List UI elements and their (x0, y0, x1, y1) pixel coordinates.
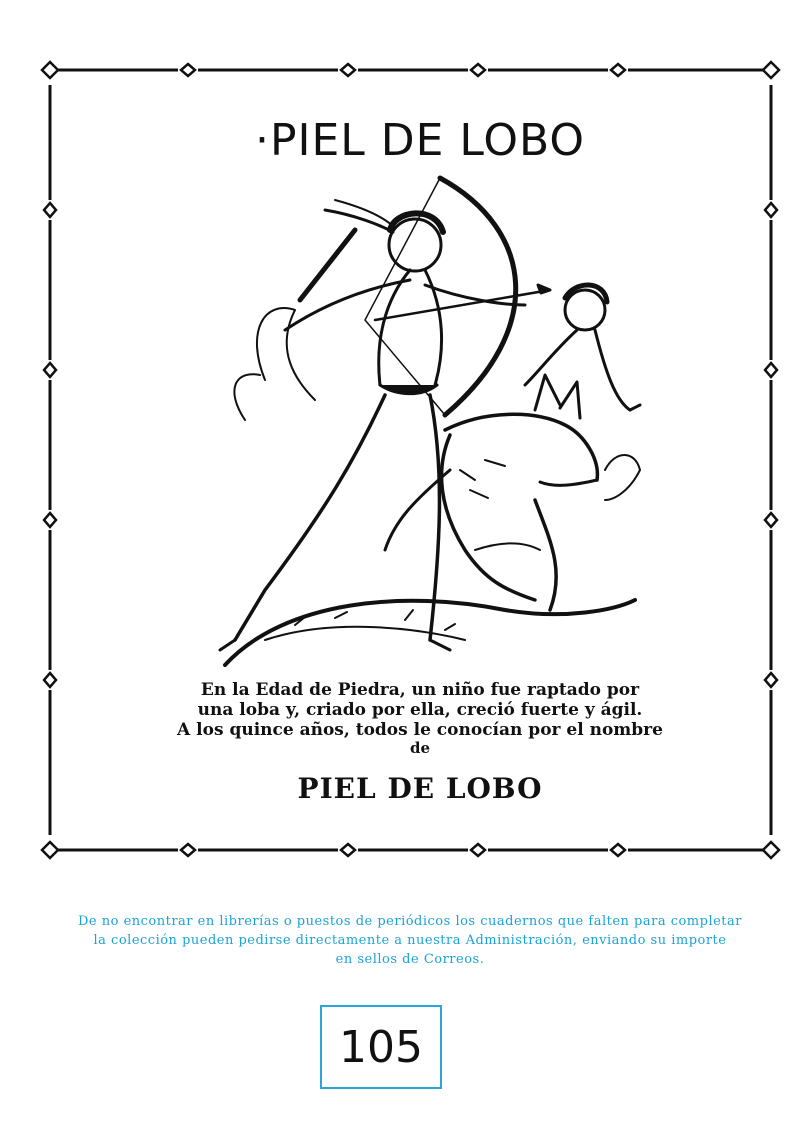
ordering-notice (30, 912, 790, 969)
notice-line: De no encontrar en librerías o puestos de periódicos los cuadernos que falten para completar (77, 914, 742, 929)
caption-line: A los quince años, todos le conocían por el nombre (177, 720, 663, 740)
caption-line: de (409, 739, 431, 757)
issue-number: 105 (339, 1021, 423, 1073)
notice-line: la colección pueden pedirse directamente a nuestra Administración, enviando su importe (93, 933, 727, 948)
page-title: ·PIEL DE LOBO (254, 115, 586, 166)
archer-with-wolf-illustration (205, 170, 645, 680)
caption-line: una loba y, criado por ella, creció fuerte y ágil. (197, 700, 643, 720)
issue-number-box (320, 1005, 442, 1089)
caption-line: En la Edad de Piedra, un niño fue raptado por (200, 680, 640, 700)
notice-line: en sellos de Correos. (335, 952, 485, 967)
caption (160, 680, 680, 756)
character-name: PIEL DE LOBO (297, 772, 543, 805)
